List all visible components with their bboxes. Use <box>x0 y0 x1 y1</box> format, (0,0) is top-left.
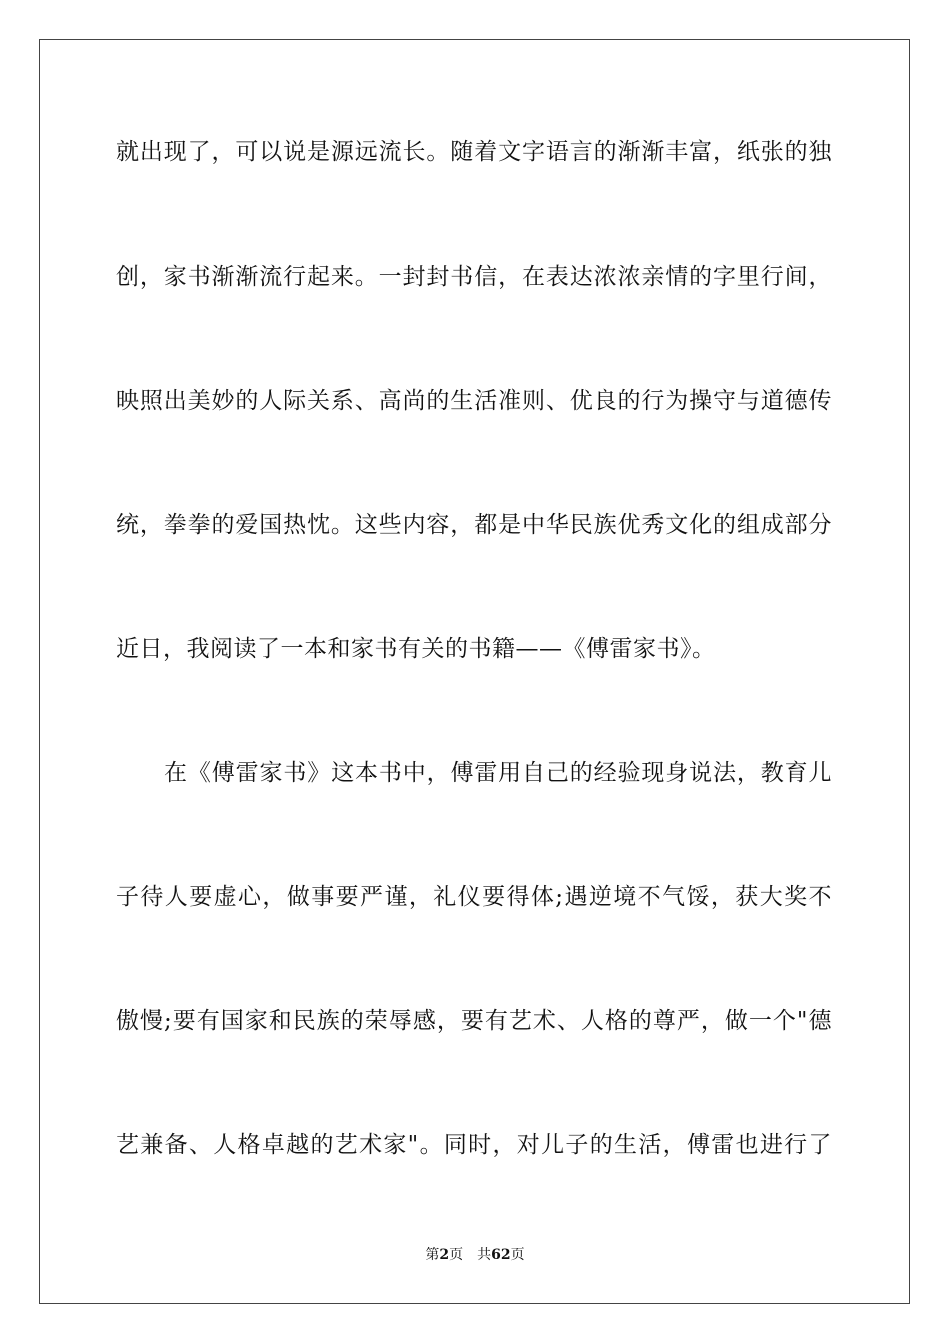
total-prefix: 共 <box>477 1247 492 1263</box>
text-line-8: 傲慢;要有国家和民族的荣辱感，要有艺术、人格的尊严，做一个"德 <box>116 1008 832 1034</box>
text-line-9: 艺兼备、人格卓越的艺术家"。同时，对儿子的生活，傅雷也进行了 <box>116 1132 832 1158</box>
page-prefix: 第 <box>425 1247 440 1263</box>
page-border <box>39 39 910 1304</box>
page-number: 2 <box>439 1247 450 1263</box>
page-footer <box>0 1246 950 1264</box>
paragraph-start-line: 在《傅雷家书》这本书中，傅雷用自己的经验现身说法，教育儿 <box>164 760 832 786</box>
page-suffix: 页 <box>449 1247 464 1263</box>
text-line-4: 统，拳拳的爱国热忱。这些内容，都是中华民族优秀文化的组成部分 <box>116 512 832 538</box>
text-line-1: 就出现了，可以说是源远流长。随着文字语言的渐渐丰富，纸张的独 <box>116 139 832 165</box>
text-line-5: 近日，我阅读了一本和家书有关的书籍——《傅雷家书》。 <box>116 636 716 662</box>
total-suffix: 页 <box>510 1247 525 1263</box>
text-line-7: 子待人要虚心，做事要严谨，礼仪要得体;遇逆境不气馁，获大奖不 <box>116 884 832 910</box>
total-pages: 62 <box>491 1247 511 1263</box>
text-line-2: 创，家书渐渐流行起来。一封封书信，在表达浓浓亲情的字里行间， <box>116 264 832 290</box>
text-line-3: 映照出美妙的人际关系、高尚的生活准则、优良的行为操守与道德传 <box>116 388 832 414</box>
